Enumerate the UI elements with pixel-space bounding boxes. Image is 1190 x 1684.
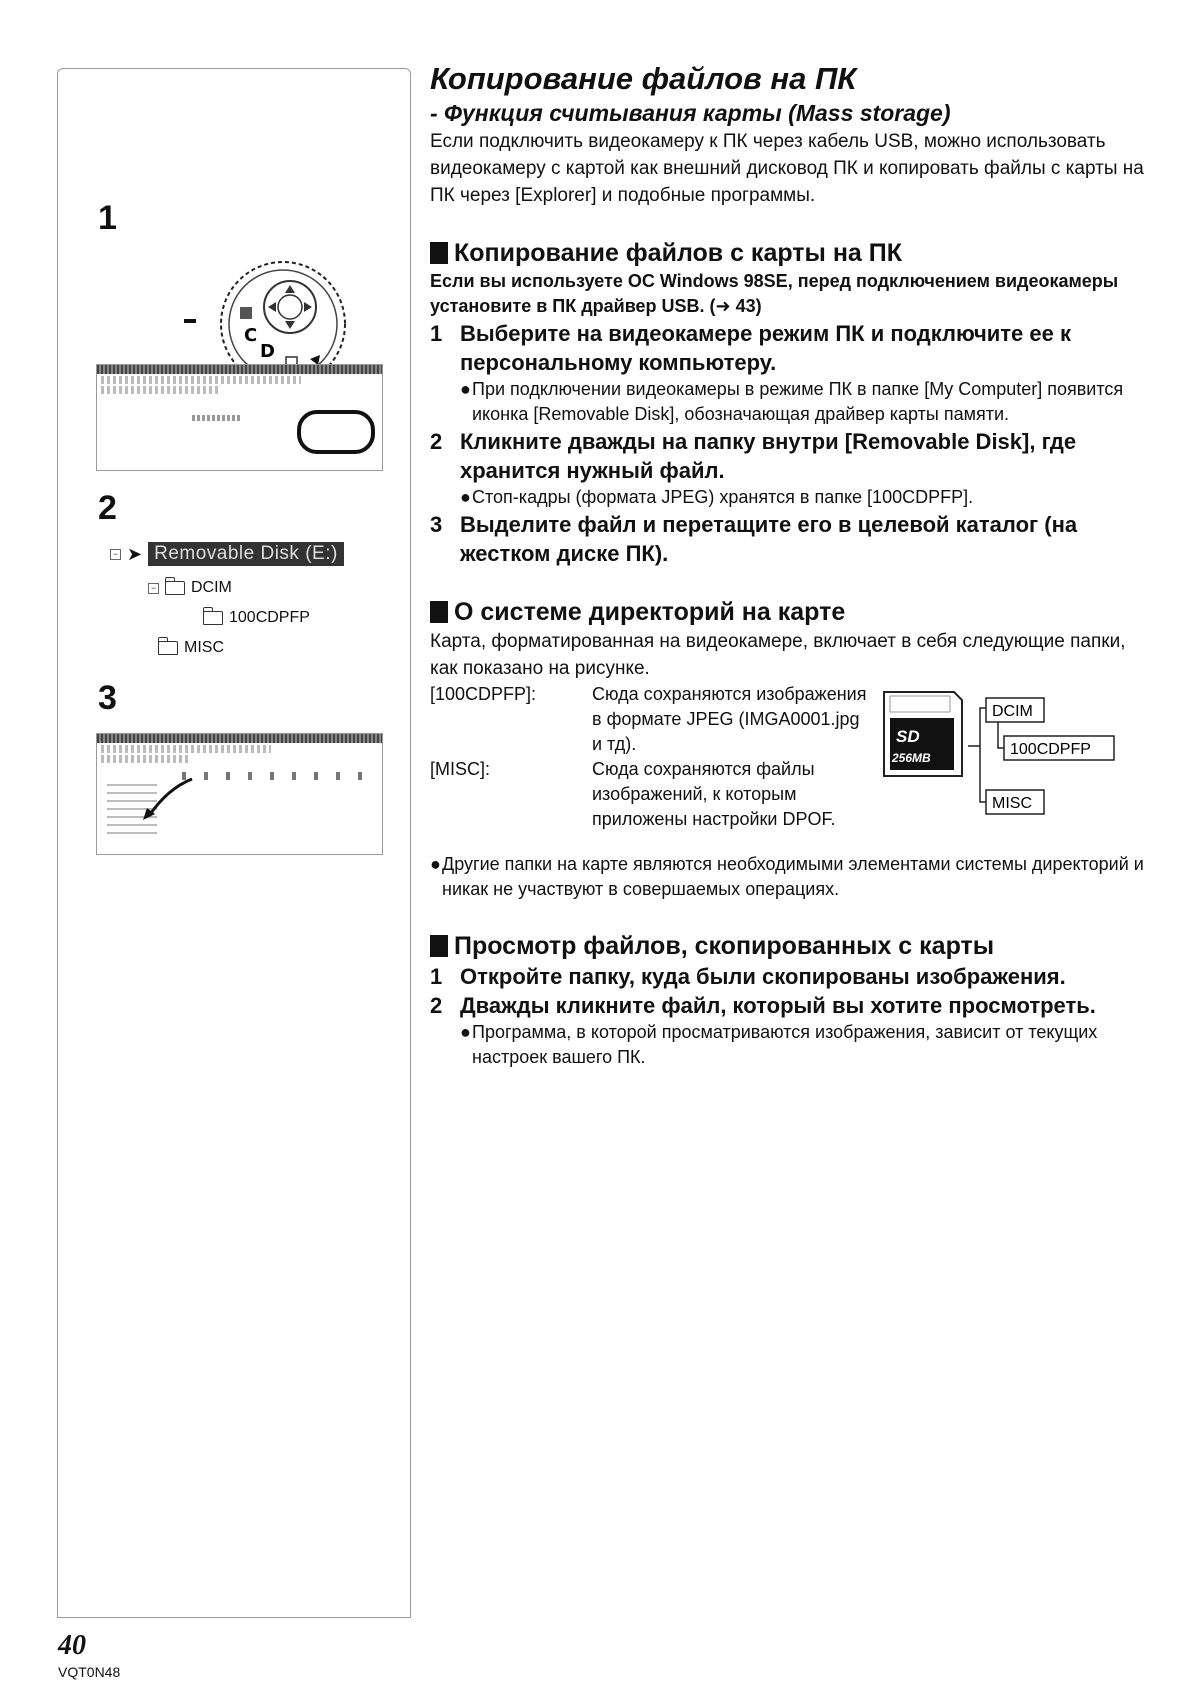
folder-label: DCIM — [191, 579, 232, 596]
step-note — [430, 377, 1150, 427]
drag-arrow-icon — [137, 774, 197, 824]
definition-term: [100CDPFP]: — [430, 684, 537, 704]
step-text: Кликните дважды на папку внутри [Removable Disk], где хранится нужный файл. — [460, 429, 1077, 483]
definition-desc: Сюда сохраняются изображения в формате JPEG (IMGA0001.jpg и тд). — [592, 684, 867, 754]
definition-term: [MISC]: — [430, 759, 491, 779]
directory-intro: Карта, форматированная на видеокамере, включает в себя следующие папки, как показано на рисунке. — [430, 631, 1126, 679]
illustration-sidebar — [57, 68, 411, 1618]
folder-icon — [158, 641, 178, 655]
bullet-icon: ● — [430, 854, 441, 874]
bullet-icon: ● — [460, 1022, 471, 1042]
directory-definitions — [430, 682, 1150, 832]
step-num: 2 — [430, 993, 443, 1018]
dcim-label: DCIM — [992, 703, 1033, 720]
page-title: Копирование файлов на ПК — [430, 61, 857, 96]
step-item — [430, 319, 1150, 377]
step-note-text: Стоп-кадры (формата JPEG) хранятся в папке [100CDPFP]. — [472, 487, 974, 507]
step-item — [430, 427, 1150, 485]
misc-label: MISC — [992, 795, 1032, 812]
collapse-icon: − — [110, 549, 121, 560]
step-item — [430, 962, 1150, 991]
folder-icon — [203, 611, 223, 625]
step-number: 2 — [98, 489, 117, 527]
svg-text:D: D — [260, 341, 275, 362]
bullet-icon: ● — [460, 487, 471, 507]
tree-folder-row — [158, 639, 224, 657]
section-heading-text: Просмотр файлов, скопированных с карты — [454, 932, 995, 960]
step-num: 3 — [430, 512, 443, 537]
page-subtitle: - Функция считывания карты (Mass storage) — [430, 100, 951, 126]
section-marker-icon — [430, 242, 448, 264]
bullet-icon: ● — [460, 379, 471, 399]
other-folders-note — [430, 852, 1150, 902]
step-text: Откройте папку, куда были скопированы изображения. — [460, 964, 1066, 989]
section-heading — [430, 596, 1150, 628]
100cdpfp-label: 100CDPFP — [1010, 741, 1091, 758]
removable-disk-label: Removable Disk (E:) — [148, 542, 344, 566]
note-text: Другие папки на карте являются необходимыми элементами системы директорий и никак не участвуют в совершаемых операциях. — [442, 854, 1144, 899]
windows-note: Если вы используете ОС Windows 98SE, перед подключением видеокамеры установите в ПК драйвер USB. (➜ 43) — [430, 271, 1119, 316]
step-number: 1 — [98, 199, 117, 237]
sd-card-icon — [884, 692, 962, 776]
definition-desc: Сюда сохраняются файлы изображений, к которым приложены настройки DPOF. — [592, 759, 836, 829]
collapse-icon: − — [148, 583, 159, 594]
step-item — [430, 991, 1150, 1020]
step-note-text: Программа, в которой просматриваются изображения, зависит от текущих настроек вашего ПК. — [472, 1022, 1098, 1067]
section-heading — [430, 237, 1150, 269]
step-num: 1 — [430, 964, 443, 989]
document-code: VQT0N48 — [58, 1664, 121, 1680]
folder-icon — [165, 581, 185, 595]
folder-label: 100CDPFP — [229, 609, 310, 626]
drive-icon: ➤ — [127, 543, 143, 564]
step-item — [430, 510, 1150, 568]
section-marker-icon — [430, 935, 448, 957]
sd-card-diagram — [882, 686, 1122, 836]
step-text: Выделите файл и перетащите его в целевой каталог (на жестком диске ПК). — [460, 512, 1078, 566]
step-num: 1 — [430, 321, 443, 346]
step-text: Дважды кликните файл, который вы хотите просмотреть. — [460, 993, 1096, 1018]
section-heading-text: О системе директорий на карте — [454, 598, 846, 626]
folder-label: MISC — [184, 639, 224, 656]
section-heading-text: Копирование файлов с карты на ПК — [454, 239, 903, 267]
step-number: 3 — [98, 679, 117, 717]
step-note — [430, 485, 1150, 510]
section-heading — [430, 930, 1150, 962]
step-note-text: При подключении видеокамеры в режиме ПК в папке [My Computer] появится иконка [Removable Disk], обозначающая драйвер карты памяти. — [472, 379, 1124, 424]
step-note — [430, 1020, 1150, 1070]
step-text: Выберите на видеокамере режим ПК и подключите ее к персональному компьютеру. — [460, 321, 1071, 375]
page-number: 40 — [58, 1630, 86, 1661]
sd-size: 256MB — [892, 751, 931, 765]
svg-text:C: C — [244, 325, 258, 346]
section-marker-icon — [430, 601, 448, 623]
main-content — [430, 60, 1150, 1070]
step-num: 2 — [430, 429, 443, 454]
tree-folder-row — [148, 579, 232, 597]
explorer-window-illustration — [96, 733, 383, 855]
highlight-circle-icon — [297, 410, 375, 454]
tree-drive-row — [110, 542, 344, 566]
my-computer-window-illustration — [96, 364, 383, 471]
intro-text: Если подключить видеокамеру к ПК через кабель USB, можно использовать видеокамеру с картой как внешний дисковод ПК и копировать файлы с карты на ПК через [Explorer] и подобные программы. — [430, 131, 1144, 206]
tree-folder-row — [203, 609, 310, 627]
sd-logo: SD — [896, 727, 920, 746]
